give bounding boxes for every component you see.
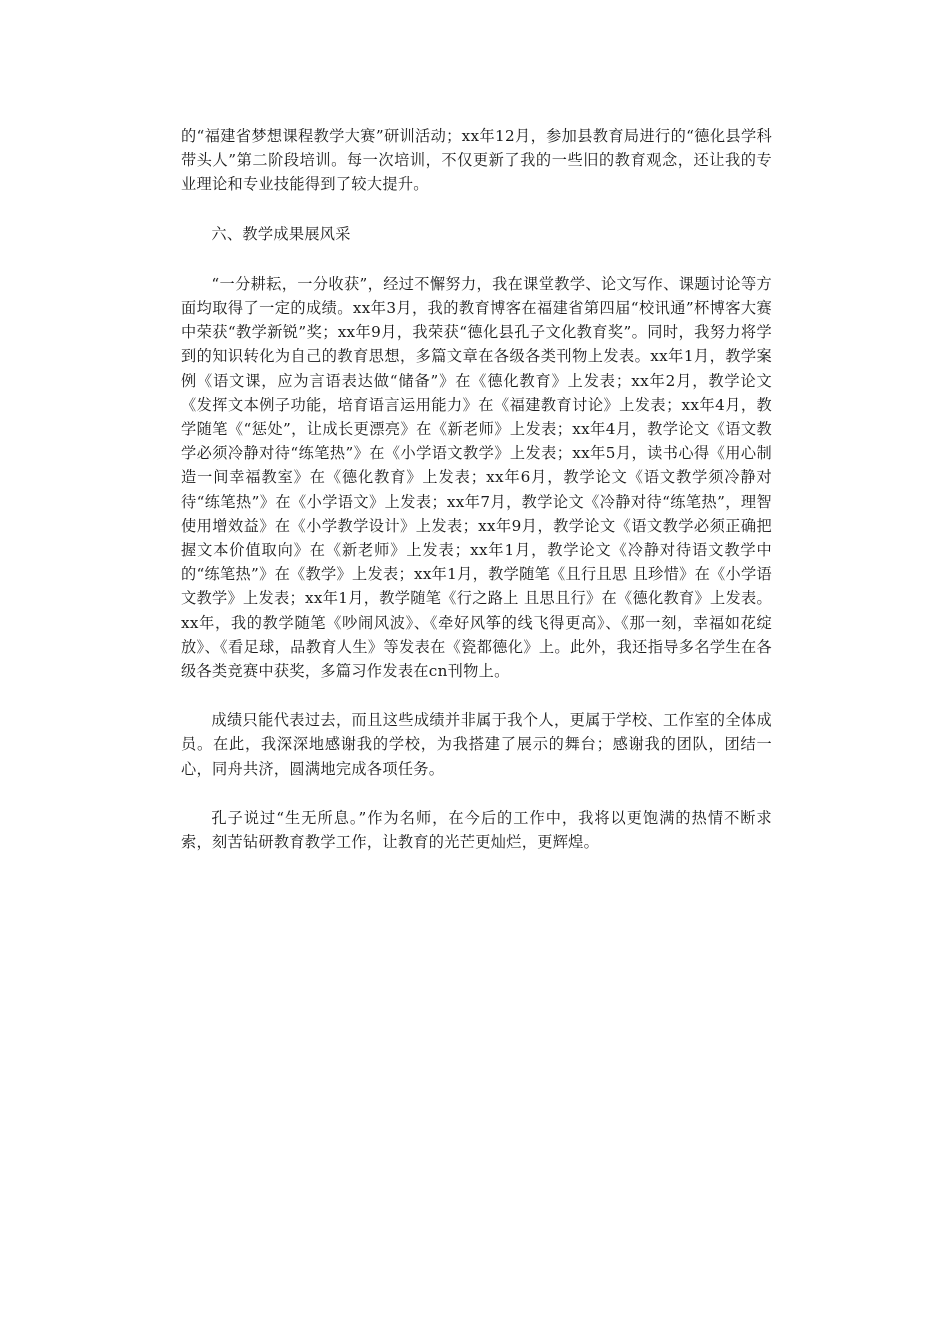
paragraph-conclusion: 孔子说过“生无所息。”作为名师，在今后的工作中，我将以更饱满的热情不断求索，刻苦钻研教育教学工作，让教育的光芒更灿烂，更辉煌。 [181, 808, 772, 852]
section-heading-teaching-achievements: 六、教学成果展风采 [211, 224, 351, 243]
paragraph-training-continued: 的“福建省梦想课程教学大赛”研训活动；xx年12月，参加县教育局进行的“德化县学科带头人”第二阶段培训。每一次培训，不仅更新了我的一些旧的教育观念，还让我的专业理论和专业技能得到了较大提升。 [181, 127, 772, 194]
paragraph-gratitude: 成绩只能代表过去，而且这些成绩并非属于我个人，更属于学校、工作室的全体成员。在此，我深深地感谢我的学校，为我搭建了展示的舞台；感谢我的团队，团结一心，同舟共济，圆满地完成各项任务。 [181, 711, 772, 778]
document-page [181, 124, 772, 879]
paragraph-achievements: “一分耕耘，一分收获”，经过不懈努力，我在课堂教学、论文写作、课题讨论等方面均取得了一定的成绩。xx年3月，我的教育博客在福建省第四届“校讯通”杯博客大赛中荣获“教学新锐”奖；xx年9月，我荣获“德化县孔子文化教育奖”。同时，我努力将学到的知识转化为自己的教育思想，多篇文章在各级各类刊物上发表。xx年1月，教学案例《语文课，应为言语表达做“储备”》在《德化教育》上发表；xx年2月，教学论文《发挥文本例子功能，培育语言运用能力》在《福建教育讨论》上发表；xx年4月，教学随笔《“惩处”，让成长更漂亮》在《新老师》上发表；xx年4月，教学论文《语文教学必须冷静对待“练笔热”》在《小学语文教学》上发表；xx年5月，读书心得《用心制造一间幸福教室》在《德化教育》上发表；xx年6月，教学论文《语文教学须冷静对待“练笔热”》在《小学语文》上发表；xx年7月，教学论文《冷静对待“练笔热”，理智使用增效益》在《小学教学设计》上发表；xx年9月，教学论文《语文教学必须正确把握文本价值取向》在《新老师》上发表；xx年1月，教学论文《冷静对待语文教学中的“练笔热”》在《教学》上发表；xx年1月，教学随笔《且行且思 且珍惜》在《小学语文教学》上发表；xx年1月，教学随笔《行之路上 且思且行》在《德化教育》上发表。xx年，我的教学随笔《吵闹风波》、《牵好风筝的线飞得更高》、《那一刻，幸福如花绽放》、《看足球，品教育人生》等发表在《瓷都德化》上。此外，我还指导多名学生在各级各类竞赛中获奖，多篇习作发表在cn刊物上。 [181, 274, 773, 681]
